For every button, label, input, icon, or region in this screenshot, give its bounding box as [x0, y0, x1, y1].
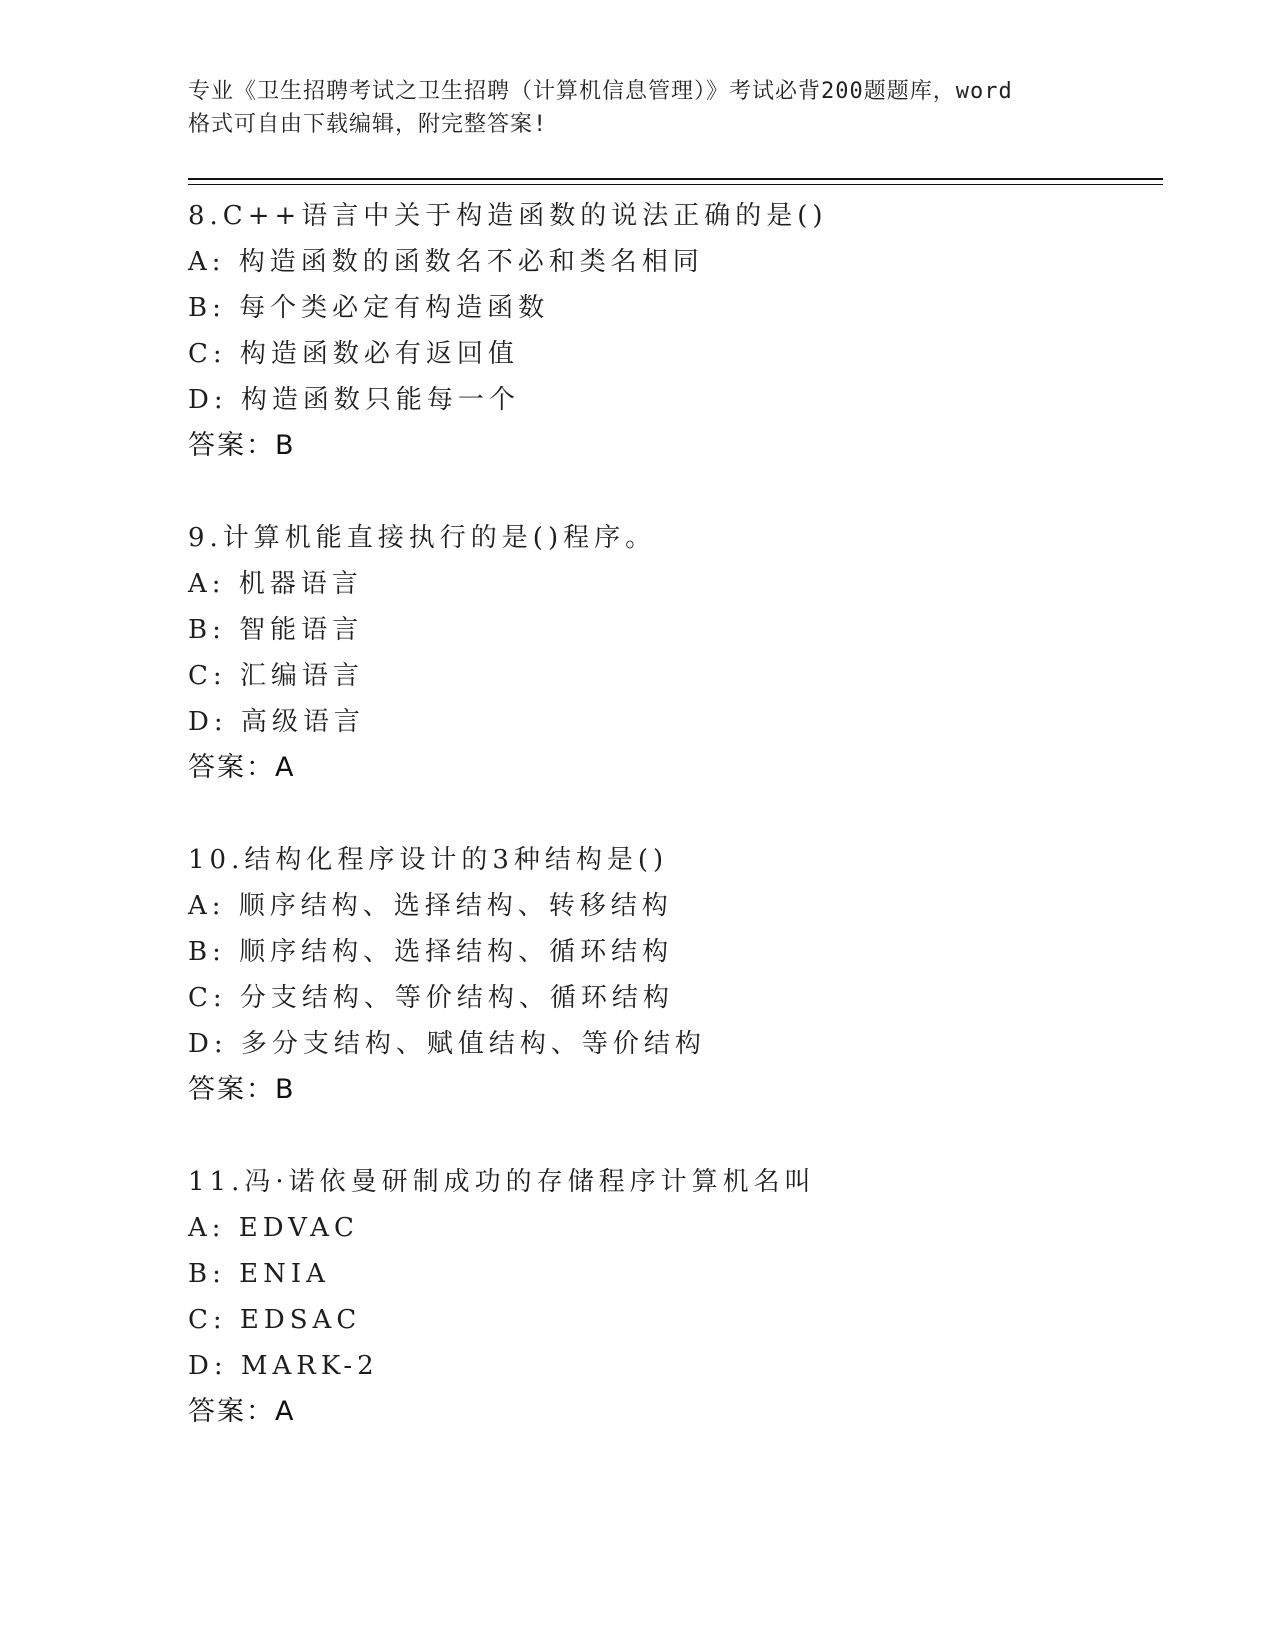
question-list	[188, 193, 1163, 1481]
option-d: D: 多分支结构、赋值结构、等价结构	[188, 1029, 706, 1059]
option-d: D: MARK-2	[188, 1351, 379, 1381]
option-a: A: 构造函数的函数名不必和类名相同	[188, 247, 704, 277]
question-8	[188, 193, 1163, 469]
option-b: B: 顺序结构、选择结构、循环结构	[188, 937, 674, 967]
option-c: C: EDSAC	[188, 1305, 362, 1335]
option-d: D: 高级语言	[188, 707, 365, 737]
question-11	[188, 1159, 1163, 1435]
option-a: A: 机器语言	[188, 569, 363, 599]
answer-line: 答案：A	[188, 752, 296, 783]
option-b: B: 每个类必定有构造函数	[188, 293, 550, 323]
question-stem: 8.C++语言中关于构造函数的说法正确的是()	[188, 201, 828, 231]
option-b: B: 智能语言	[188, 615, 364, 645]
question-9	[188, 515, 1163, 791]
question-stem: 11.冯·诺依曼研制成功的存储程序计算机名叫	[188, 1167, 816, 1197]
question-stem: 10.结构化程序设计的3种结构是()	[188, 845, 669, 875]
header-line-2: 格式可自由下载编辑，附完整答案!	[188, 112, 548, 137]
answer-line: 答案：A	[188, 1396, 296, 1427]
answer-line: 答案：B	[188, 1074, 296, 1105]
option-d: D: 构造函数只能每一个	[188, 385, 520, 415]
document-header	[188, 75, 1088, 141]
answer-line: 答案：B	[188, 430, 296, 461]
option-c: C: 构造函数必有返回值	[188, 339, 519, 369]
option-a: A: 顺序结构、选择结构、转移结构	[188, 891, 673, 921]
header-line-1: 专业《卫生招聘考试之卫生招聘（计算机信息管理）》考试必背200题题库，word	[188, 79, 1013, 104]
question-stem: 9.计算机能直接执行的是()程序。	[188, 523, 657, 553]
option-a: A: EDVAC	[188, 1213, 359, 1243]
question-10	[188, 837, 1163, 1113]
header-divider-thick	[188, 178, 1163, 180]
option-c: C: 汇编语言	[188, 661, 364, 691]
option-c: C: 分支结构、等价结构、循环结构	[188, 983, 674, 1013]
option-b: B: ENIA	[188, 1259, 330, 1289]
header-divider-thin	[188, 184, 1163, 185]
